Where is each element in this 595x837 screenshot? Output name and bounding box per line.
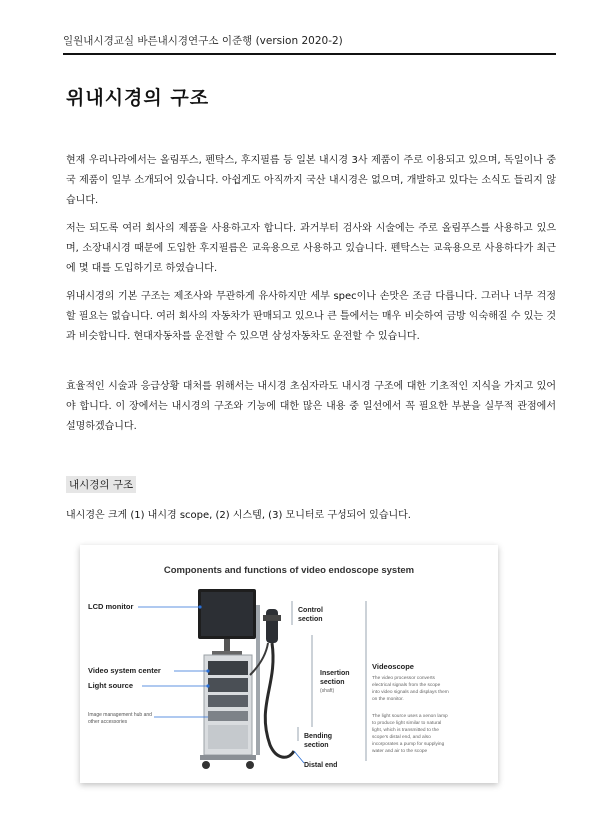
label-image-management-1: Image management hub and [88,712,152,718]
desc-processor-1: The video processor converts [372,676,435,681]
pointer-dot-light [206,684,209,687]
label-insertion-2: section [320,679,345,686]
figure-title: Components and functions of video endoscope system [163,565,415,576]
paragraph-2: 저는 되도록 여러 회사의 제품을 사용하고자 합니다. 과거부터 검사와 시술에는 주로 올림푸스를 사용하고 있으며, 소장내시경 때문에 도입한 후지필름은 교육용으로 사용하고 있습니다. 펜탁스는 교육용으로 사용하다가 최근에 몇 대를 도입하기로 하였습니다. [66,223,556,274]
paragraph-1: 현재 우리나라에서는 올림푸스, 펜탁스, 후지필름 등 일본 내시경 3사 제품이 주로 이용되고 있으며, 독일이나 중국 제품이 일부 소개되어 있습니다. 아쉽게도 아직까지 국산 내시경은 없으며, 개발하고 있다는 소식도 들리지 않습니다. [66,155,556,206]
section-heading: 내시경의 구조 [66,476,136,493]
label-bending-2: section [304,742,329,749]
label-insertion-1: Insertion [320,670,350,677]
paragraph-3: 위내시경의 기본 구조는 제조사와 무관하게 유사하지만 세부 spec이나 손맛은 조금 다릅니다. 그러나 너무 걱정할 필요는 없습니다. 여러 회사의 자동차가 판매되고 있으나 큰 틀에서는 매우 비슷하여 금방 익숙해질 수 있는 것과 비슷합니다. 현대자동차를 운전할 수 있으면 삼성자동차도 운전할 수 있습니다. [66,291,556,342]
page-header: 일원내시경교실 바른내시경연구소 이준행 (version 2020-2) [63,33,556,55]
lcd-monitor-illustration [198,589,256,655]
pointer-dot-lcd [198,605,201,608]
desc-processor-4: on the monitor. [372,697,404,702]
label-control-1: Control [298,607,323,614]
label-lcd-monitor: LCD monitor [88,602,134,611]
label-distal-end: Distal end [304,762,338,769]
desc-light-2: to produce light similar to natural [372,721,442,726]
page-title: 위내시경의 구조 [66,87,210,109]
desc-light-3: light, which is transmitted to the [372,728,439,733]
paragraph-4: 효율적인 시술과 응급상황 대처를 위해서는 내시경 초심자라도 내시경 구조에 대한 기초적인 지식을 가지고 있어야 합니다. 이 장에서는 내시경의 구조와 기능에 대한 많은 내용 중 일선에서 꼭 필요한 부분을 실무적 관점에서 설명하겠습니다. [66,381,556,432]
label-insertion-3: (shaft) [320,688,335,694]
desc-processor-2: electrical signals from the scope [372,683,441,688]
desc-light-6: water and air to the scope [372,749,428,754]
label-video-system-center: Video system center [88,666,161,675]
section-intro: 내시경은 크게 (1) 내시경 scope, (2) 시스템, (3) 모니터로 구성되어 있습니다. [66,510,411,521]
endoscope-diagram [80,545,498,783]
desc-light-1: The light source uses a xenon lamp [372,714,448,719]
label-light-source: Light source [88,681,134,690]
desc-processor-3: into video signals and displays them [372,690,449,695]
desc-light-4: scope's distal end, and also [372,735,431,740]
pointer-dot-video [206,669,209,672]
desc-light-5: incorporates a pump for supplying [372,742,445,747]
label-control-2: section [298,616,323,623]
label-image-management-2: other accessories [88,719,128,725]
label-bending-1: Bending [304,733,332,740]
label-videoscope: Videoscope [372,662,414,671]
endoscope-system-figure [80,545,498,783]
pointer-distal-end [294,751,304,763]
